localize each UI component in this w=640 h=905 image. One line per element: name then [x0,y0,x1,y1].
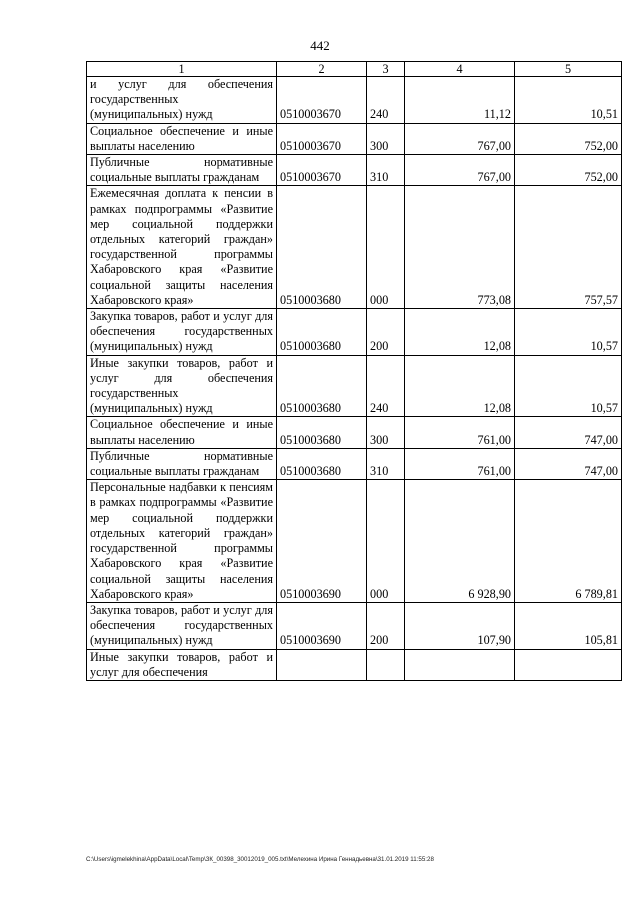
table-row [87,602,622,649]
row-value-2: 752,00 [515,123,622,154]
row-value-1: 6 928,90 [405,480,515,603]
table-body [87,77,622,681]
row-value-1: 12,08 [405,355,515,417]
header-col-2: 2 [277,62,367,77]
row-value-2 [515,649,622,680]
row-value-1: 107,90 [405,602,515,649]
table-row [87,155,622,186]
row-code: 0510003690 [277,602,367,649]
table-header-row [87,62,622,77]
row-name: Иные закупки товаров, работ и услуг для обеспечения [87,649,277,680]
table-row [87,77,622,124]
row-value-2: 10,57 [515,355,622,417]
row-name: Ежемесячная доплата к пенсии в рамках подпрограммы «Развитие мер социальной поддержки отдельных категорий граждан» государственной программы Хабаровского края «Развитие социальной защиты населения Хабаровского края» [87,186,277,309]
row-expense-type: 240 [367,355,405,417]
row-value-1: 11,12 [405,77,515,124]
row-value-1: 767,00 [405,123,515,154]
row-code: 0510003680 [277,355,367,417]
row-expense-type: 240 [367,77,405,124]
row-expense-type: 310 [367,155,405,186]
row-code: 0510003690 [277,480,367,603]
row-name: Публичные нормативные социальные выплаты гражданам [87,155,277,186]
row-code: 0510003680 [277,186,367,309]
header-col-4: 4 [405,62,515,77]
table-row [87,355,622,417]
row-code [277,649,367,680]
row-value-2: 757,57 [515,186,622,309]
row-value-2: 747,00 [515,417,622,448]
row-name: Иные закупки товаров, работ и услуг для обеспечения государственных (муниципальных) нужд [87,355,277,417]
row-expense-type: 000 [367,186,405,309]
header-col-5: 5 [515,62,622,77]
header-col-3: 3 [367,62,405,77]
row-value-2: 105,81 [515,602,622,649]
row-name: Социальное обеспечение и иные выплаты населению [87,417,277,448]
row-expense-type: 300 [367,123,405,154]
row-value-1: 767,00 [405,155,515,186]
table-row [87,417,622,448]
row-value-1 [405,649,515,680]
table-row [87,186,622,309]
row-name: Персональные надбавки к пенсиям в рамках подпрограммы «Развитие мер социальной поддержки отдельных категорий граждан» государственной программы Хабаровского края «Развитие социальной защиты населения Хабаровского края» [87,480,277,603]
row-value-2: 752,00 [515,155,622,186]
table-row [87,480,622,603]
row-code: 0510003670 [277,123,367,154]
table-row [87,123,622,154]
row-expense-type: 300 [367,417,405,448]
row-code: 0510003680 [277,309,367,356]
row-value-1: 761,00 [405,417,515,448]
row-expense-type: 200 [367,602,405,649]
header-col-1: 1 [87,62,277,77]
row-code: 0510003670 [277,155,367,186]
row-code: 0510003670 [277,77,367,124]
row-name: Публичные нормативные социальные выплаты гражданам [87,448,277,479]
row-value-1: 12,08 [405,309,515,356]
row-value-2: 10,57 [515,309,622,356]
row-name: Закупка товаров, работ и услуг для обеспечения государственных (муниципальных) нужд [87,602,277,649]
row-expense-type: 310 [367,448,405,479]
row-value-1: 761,00 [405,448,515,479]
table-row [87,649,622,680]
row-value-2: 10,51 [515,77,622,124]
row-value-1: 773,08 [405,186,515,309]
row-name: Закупка товаров, работ и услуг для обеспечения государственных (муниципальных) нужд [87,309,277,356]
row-expense-type: 000 [367,480,405,603]
row-expense-type: 200 [367,309,405,356]
table-row [87,309,622,356]
row-value-2: 6 789,81 [515,480,622,603]
budget-table [86,61,622,681]
row-code: 0510003680 [277,417,367,448]
row-code: 0510003680 [277,448,367,479]
row-expense-type [367,649,405,680]
row-value-2: 747,00 [515,448,622,479]
row-name: и услуг для обеспечения государственных (муниципальных) нужд [87,77,277,124]
row-name: Социальное обеспечение и иные выплаты населению [87,123,277,154]
table-row [87,448,622,479]
page-number: 442 [310,38,330,53]
file-path-footer: C:\Users\igmelekhina\AppData\Local\Temp\ЗК_00398_30012019_005.txt\Мелехина Ирина Геннадьевна\31.01.2019 11:55:28 [86,856,434,863]
